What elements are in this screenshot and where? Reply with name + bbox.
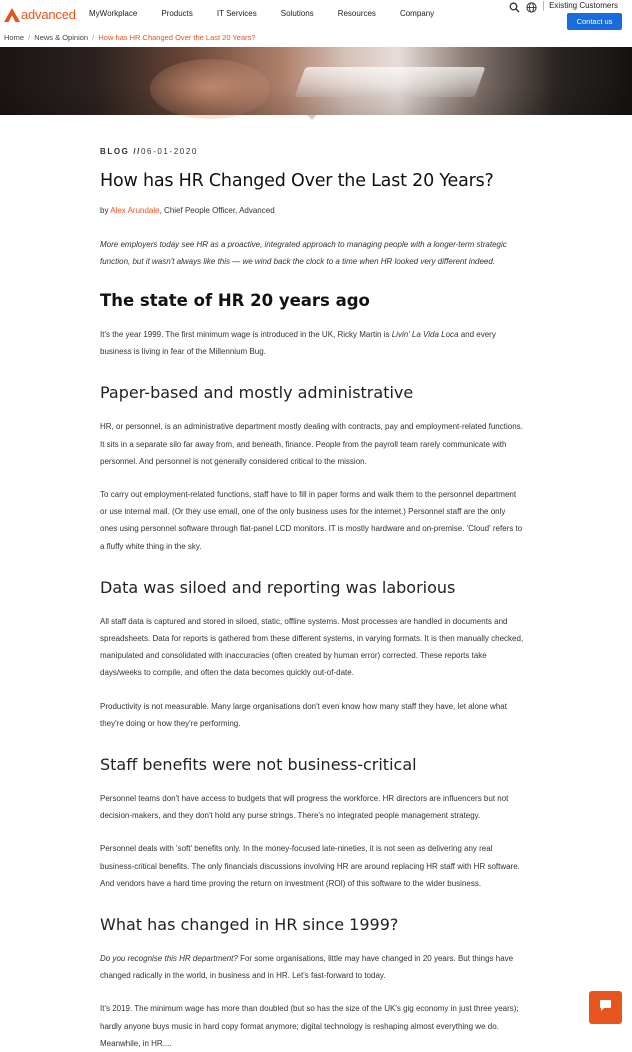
article-meta-separator: //	[133, 147, 141, 156]
logo-mark-icon	[4, 8, 20, 22]
breadcrumb-separator: /	[92, 33, 95, 42]
paragraph: HR, or personnel, is an administrative department mostly dealing with contracts, pay and employment-related functions. It sits in a separate silo far away from, and beneath, finance. People from the payroll team rarely communicate with personnel. And personnel is not generally considered critical to the mission.	[100, 422, 523, 466]
main-nav	[89, 9, 458, 18]
author-role: , Chief People Officer, Advanced	[159, 206, 275, 215]
article-date: 06-01-2020	[141, 147, 198, 156]
breadcrumb	[4, 33, 256, 42]
utility-bar	[509, 0, 632, 11]
globe-icon[interactable]	[526, 0, 537, 11]
utility-divider	[543, 1, 544, 11]
nav-item-products[interactable]: Products	[161, 9, 193, 18]
subsection-heading: Paper-based and mostly administrative	[100, 383, 414, 403]
author-link[interactable]: Alex Arundale	[110, 206, 160, 215]
subsection-heading: Data was siloed and reporting was laborious	[100, 577, 456, 597]
search-icon[interactable]	[509, 0, 520, 11]
byline-prefix: by	[100, 206, 111, 215]
song-title: Livin' La Vida Loca	[391, 330, 459, 339]
chevron-down-icon	[307, 115, 317, 120]
paragraph-text: and every business is living in fear of the Millennium Bug.	[100, 330, 496, 357]
breadcrumb-current: How has HR Changed Over the Last 20 Years?	[98, 33, 256, 42]
nav-item-resources[interactable]: Resources	[337, 9, 376, 18]
article	[100, 147, 524, 1052]
chat-icon	[599, 999, 612, 1017]
article-meta	[100, 147, 524, 156]
paragraph-text: For some organisations, little may have changed in 20 years. But things have changed radically in the world, in business and in HR. Let's fast-forward to today.	[100, 954, 514, 981]
paragraph	[100, 950, 524, 984]
paragraph: It's 2019. The minimum wage has more than doubled (but so has the size of the UK's gig economy in just three years); hardly anyone buys music in hard copy format anymore; digital technology is reshaping almost everything we do. Meanwhile, in HR....	[100, 1004, 519, 1048]
nav-item-solutions[interactable]: Solutions	[280, 9, 314, 18]
logo[interactable]	[4, 7, 76, 22]
subsection-heading: Staff benefits were not business-critical	[100, 755, 417, 775]
paragraph	[100, 326, 524, 360]
article-category: BLOG	[100, 147, 130, 156]
site-header	[0, 0, 632, 30]
paragraph: To carry out employment-related functions, staff have to fill in paper forms and walk them to the personnel department or use internal mail. (Or they use email, one of the only business uses for the internet.) Personnel staff are the only ones using personnel software through flat-panel LCD monitors. IT is mostly hardware and on-premise. 'Cloud' refers to a fluffy white thing in the sky.	[100, 490, 523, 551]
nav-item-it-services[interactable]: IT Services	[216, 9, 257, 18]
article-byline	[100, 206, 524, 215]
hero-image	[0, 47, 632, 115]
article-title: How has HR Changed Over the Last 20 Years?	[100, 171, 494, 191]
hero-shade	[0, 47, 632, 115]
breadcrumb-section[interactable]: News & Opinion	[34, 33, 89, 42]
breadcrumb-home[interactable]: Home	[4, 33, 25, 42]
existing-customers-link[interactable]: Existing Customers	[549, 1, 618, 10]
contact-us-button[interactable]: Contact us	[567, 13, 622, 30]
logo-text: advanced	[21, 7, 76, 22]
paragraph: Personnel deals with 'soft' benefits only. In the money-focused late-nineties, it is not seen as delivering any real business-critical benefits. The only financials discussions involving HR are around replacing HR staff with HR software. And vendors have a hard time proving the return on investment (ROI) of this software to the wider business.	[100, 844, 520, 888]
breadcrumb-separator: /	[28, 33, 31, 42]
paragraph: All staff data is captured and stored in siloed, static, offline systems. Most processes are handled in documents and spreadsheets. Data for reports is gathered from these different systems, in varying formats. It is then manually checked, manipulated and consolidated with inaccuracies (often created by human error) corrected. These reports take days/weeks to compile, and often the data becomes quickly out-of-date.	[100, 616, 524, 678]
nav-item-myworkplace[interactable]: MyWorkplace	[89, 9, 138, 18]
subsection-heading: What has changed in HR since 1999?	[100, 915, 399, 935]
chat-button[interactable]	[589, 991, 622, 1024]
paragraph: Personnel teams don't have access to budgets that will progress the workforce. HR directors are influencers but not decision-makers, and they don't hold any purse strings. There's no integrated people management strategy.	[100, 794, 509, 821]
paragraph-text: It's the year 1999. The first minimum wage is introduced in the UK, Ricky Martin is	[100, 330, 392, 339]
article-intro: More employers today see HR as a proactive, integrated approach to managing people with a longer-term strategic function, but it wasn't always like this — we wind back the clock to a time when HR looked very different indeed.	[100, 240, 507, 266]
paragraph: Productivity is not measurable. Many large organisations don't even know how many staff they have, let alone what they're doing or how they're performing.	[100, 701, 507, 728]
nav-item-company[interactable]: Company	[399, 9, 435, 18]
paragraph-italic: Do you recognise this HR department?	[100, 954, 238, 964]
section-heading: The state of HR 20 years ago	[100, 291, 370, 310]
